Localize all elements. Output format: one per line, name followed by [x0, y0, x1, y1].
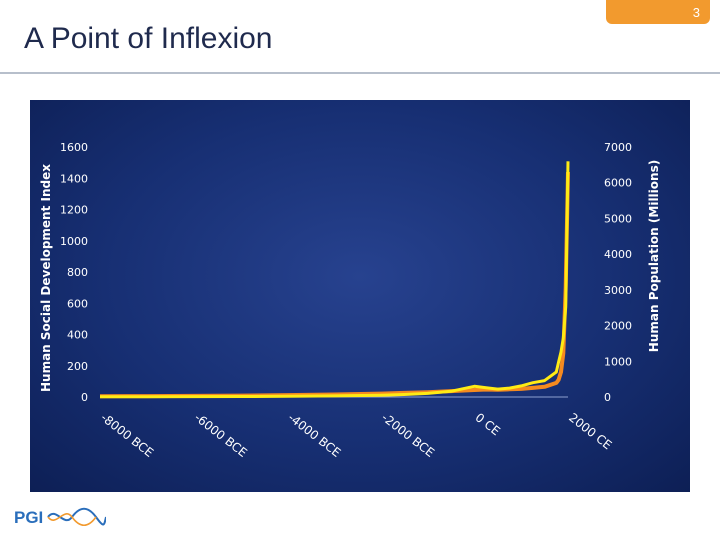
page-number: 3 — [692, 5, 700, 20]
right-tick-label: 0 — [604, 391, 611, 404]
left-tick-label: 1000 — [60, 234, 88, 248]
x-tick-label: 0 CE — [472, 410, 503, 439]
page-number-badge — [606, 0, 710, 24]
right-tick-label: 6000 — [604, 176, 632, 190]
x-tick-label: 2000 CE — [566, 410, 615, 453]
hsdi-population-chart — [30, 100, 690, 492]
left-tick-label: 200 — [67, 359, 88, 373]
x-tick-label: -2000 BCE — [378, 410, 437, 460]
right-axis-title: Human Population (Millions) — [647, 159, 661, 353]
slide-title: A Point of Inflexion — [24, 22, 273, 55]
left-tick-label: 0 — [81, 391, 88, 404]
x-axis-ticks — [98, 410, 614, 460]
title-divider — [0, 72, 720, 74]
left-tick-label: 1400 — [60, 172, 88, 186]
pgi-logo-wave-icon — [46, 506, 106, 528]
series-lines — [100, 161, 568, 396]
left-tick-label: 600 — [67, 297, 88, 311]
x-tick-label: -8000 BCE — [98, 410, 157, 460]
series-line-hsdi — [100, 172, 568, 396]
chart-panel — [30, 100, 690, 492]
right-tick-label: 1000 — [604, 355, 632, 369]
series-line-population — [100, 161, 568, 396]
left-axis-ticks — [60, 141, 88, 404]
right-tick-label: 5000 — [604, 212, 632, 226]
left-tick-label: 1200 — [60, 203, 88, 217]
pgi-logo-text: PGI — [14, 508, 44, 527]
left-tick-label: 400 — [67, 328, 88, 342]
right-tick-label: 2000 — [604, 319, 632, 333]
x-tick-label: -6000 BCE — [191, 410, 250, 460]
right-tick-label: 7000 — [604, 141, 632, 154]
footer — [0, 502, 720, 540]
right-tick-label: 3000 — [604, 283, 632, 297]
x-tick-label: -4000 BCE — [285, 410, 344, 460]
right-axis-ticks — [604, 141, 632, 404]
left-axis-title: Human Social Development Index — [39, 164, 53, 392]
left-tick-label: 1600 — [60, 141, 88, 154]
left-tick-label: 800 — [67, 266, 88, 279]
right-tick-label: 4000 — [604, 248, 632, 262]
